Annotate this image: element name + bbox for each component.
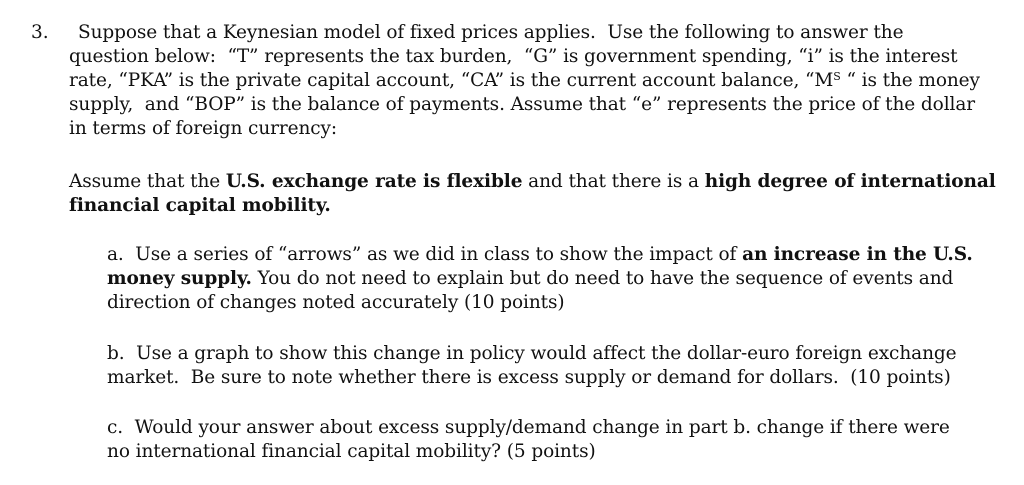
question-number: 3.	[31, 22, 49, 43]
part-c	[107, 416, 967, 464]
part-a-line-1	[107, 243, 973, 267]
part-b	[107, 342, 967, 390]
part-b-line-1: b. Use a graph to show this change in policy would affect the dollar-euro foreign exchange	[107, 343, 957, 364]
question-intro	[69, 21, 980, 141]
intro-line-2: question below: “T” represents the tax burden, “G” is government spending, “i” is the interest	[69, 46, 958, 67]
intro-line-1: Suppose that a Keynesian model of fixed prices applies. Use the following to answer the	[78, 22, 904, 43]
intro-line-4: supply, and “BOP” is the balance of payments. Assume that “e” represents the price of the dollar	[69, 94, 976, 115]
assumption-text-1: Assume that the	[69, 171, 226, 192]
part-b-line-2: market. Be sure to note whether there is excess supply or demand for dollars. (10 points)	[107, 367, 951, 388]
part-a	[107, 243, 973, 315]
assumption-line-2	[69, 194, 969, 218]
part-a-text-1: a. Use a series of “arrows” as we did in class to show the impact of	[107, 244, 743, 265]
money-supply-superscript: S	[833, 70, 841, 83]
intro-line-5: in terms of foreign currency:	[69, 118, 338, 139]
intro-line-3-tail: “ is the money	[840, 70, 980, 91]
assumption-bold-mobility-2: financial capital mobility.	[69, 195, 331, 216]
part-a-bold-2: money supply.	[107, 268, 252, 289]
part-a-line-2	[107, 267, 967, 291]
assumption-paragraph	[69, 170, 996, 218]
intro-line-3-text: rate, “PKA” is the private capital account, “CA” is the current account balance, “M	[69, 70, 834, 91]
assumption-line-1	[69, 170, 996, 194]
part-a-text-2: You do not need to explain but do need to have the sequence of events and	[251, 268, 954, 289]
assumption-bold-mobility-1: high degree of international	[704, 171, 996, 192]
part-c-line-2: no international financial capital mobility? (5 points)	[107, 441, 596, 462]
assumption-text-2: and that there is a	[522, 171, 705, 192]
assumption-bold-exchange-rate: U.S. exchange rate is flexible	[225, 171, 523, 192]
part-a-bold-1: an increase in the U.S.	[742, 244, 973, 265]
intro-line-3	[69, 69, 980, 93]
part-c-line-1: c. Would your answer about excess supply/demand change in part b. change if there were	[107, 417, 950, 438]
part-a-line-3: direction of changes noted accurately (10 points)	[107, 292, 565, 313]
